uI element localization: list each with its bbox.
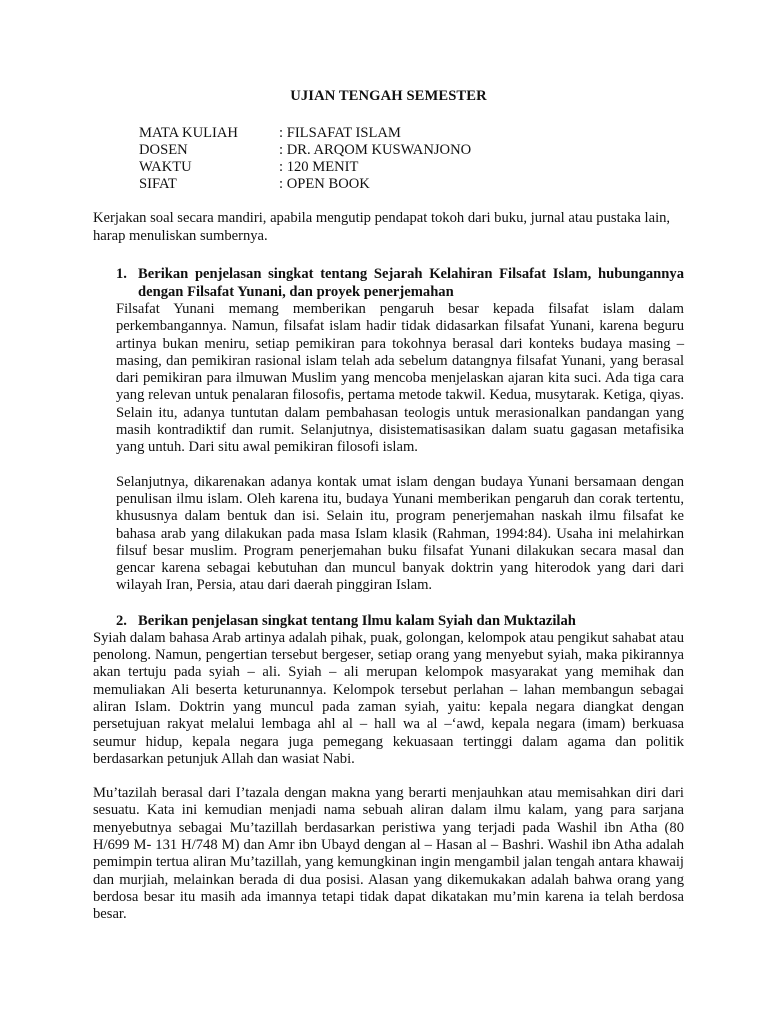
info-label: MATA KULIAH	[139, 125, 238, 141]
info-row-lecturer	[139, 142, 684, 159]
question-number: 1.	[116, 266, 127, 282]
answer-paragraph: Mu’tazilah berasal dari I’tazala dengan makna yang berarti menjauhkan atau memisahkan diri dari sesuatu. Kata ini kemudian menjadi nama sebuah aliran dalam ilmu kalam, yang para sarjana menyebutnya sebagai Mu’tazillah berdasarkan peristiwa yang terjadi pada Washil ibn Atha (80 H/699 M- 131 H/748 M) dan Amr ibn Ubayd dengan al – Hasan al – Bashri. Washil ibn Atha adalah pemimpin tertua aliran Mu’tazillah, yang kemungkinan ingin mengambil jalan tengah antara khawaij dan murjiah, melainkan berada di dua posisi. Alasan yang dikemukakan adalah bahwa orang yang berdosa besar itu masih ada imannya tetapi tidak dapat dikatakan mu’min karena ia telah berdosa besar.	[93, 785, 684, 923]
info-label: WAKTU	[139, 159, 192, 175]
page-title: UJIAN TENGAH SEMESTER	[290, 88, 487, 104]
info-label: SIFAT	[139, 176, 177, 192]
info-value: : 120 MENIT	[279, 159, 359, 175]
question-heading	[116, 265, 684, 301]
question-text: Berikan penjelasan singkat tentang Sejarah Kelahiran Filsafat Islam, hubungannya dengan Filsafat Yunani, dan proyek penerjemahan	[138, 266, 684, 300]
info-row-type	[139, 176, 684, 193]
answer-paragraph: Syiah dalam bahasa Arab artinya adalah pihak, puak, golongan, kelompok atau pengikut sahabat atau penolong. Namun, pengertian tersebut bergeser, setiap orang yang menyebut syiah, maka pikirannya akan tertuju pada syiah – ali. Syiah – ali merupan kelompok masyarakat yang memihak dan memuliakan Ali beserta keturunannya. Kelompok tersebut perlahan – lahan membangun sebagai aliran Islam. Doktrin yang muncul pada zaman syiah, yaitu: kepala negara diangkat dengan persetujuan rakyat melalui lembaga ahl al – hall wa al –‘awd, kepala negara (imam) berkuasa seumur hidup, kepala negara juga pemegang kekuasaan tertinggi dalam agama dan politik berdasarkan petunjuk Allah dan wasiat Nabi.	[93, 629, 684, 767]
question-number: 2.	[116, 612, 127, 629]
answer-body	[116, 301, 684, 595]
info-label: DOSEN	[139, 142, 188, 158]
info-row-course	[139, 125, 684, 142]
answer-paragraph: Filsafat Yunani memang memberikan pengaruh besar kepada filsafat islam dalam perkembangannya. Namun, filsafat islam hadir tidak didasarkan filsafat Yunani, karena beguru artinya bukan meniru, setiap pemikiran para tokohnya berasal dari konteks budaya masing – masing, dan pemikiran rasional islam telah ada sebelum datangnya filsafat Yunani, yang berasal dari pemikiran para ilmuwan Muslim yang mencoba menjelaskan ajaran kita suci. Ada tiga cara yang relevan untuk penalaran filosofis, pertama metode takwil. Kedua, musytarak. Ketiga, qiyas. Selain itu, adanya tuntutan dalam pembahasan teologis untuk merasionalkan pandangan yang masih kontradiktif dan rumit. Selanjutnya, disistematisasikan dalam suatu gagasan metafisika yang untuh. Dari situ awal pemikiran filosofi islam.	[116, 301, 684, 456]
info-value: : DR. ARQOM KUSWANJONO	[279, 142, 472, 158]
question-text: Berikan penjelasan singkat tentang Ilmu kalam Syiah dan Muktazilah	[138, 612, 576, 629]
info-value: : OPEN BOOK	[279, 176, 370, 192]
info-row-time	[139, 159, 684, 176]
question-1	[116, 265, 684, 595]
info-value: : FILSAFAT ISLAM	[279, 125, 401, 141]
answer-paragraph: Selanjutnya, dikarenakan adanya kontak umat islam dengan budaya Yunani bersamaan dengan penulisan ilmu islam. Oleh karena itu, budaya Yunani memberikan pengaruh dan corak tertentu, khususnya dalam bentuk dan isi. Selain itu, program penerjemahan naskah ilmu filsafat ke bahasa arab yang dilakukan pada masa Islam klasik (Rahman, 1994:84). Usaha ini melahirkan filsuf besar muslim. Program penerjemahan buku filsafat Yunani dilakukan secara masal dan gencar karena sebagai kebutuhan dan muncul banyak doktrin yang hiterodok yang dari dari wilayah Iran, Persia, atau dari daerah pinggiran Islam.	[116, 473, 684, 594]
question-heading	[116, 612, 684, 630]
instruction-text: Kerjakan soal secara mandiri, apabila mengutip pendapat tokoh dari buku, jurnal atau pustaka lain, harap menuliskan sumbernya.	[93, 210, 671, 244]
exam-info-block	[139, 125, 684, 193]
answer-body	[93, 630, 684, 924]
question-2	[93, 612, 684, 924]
